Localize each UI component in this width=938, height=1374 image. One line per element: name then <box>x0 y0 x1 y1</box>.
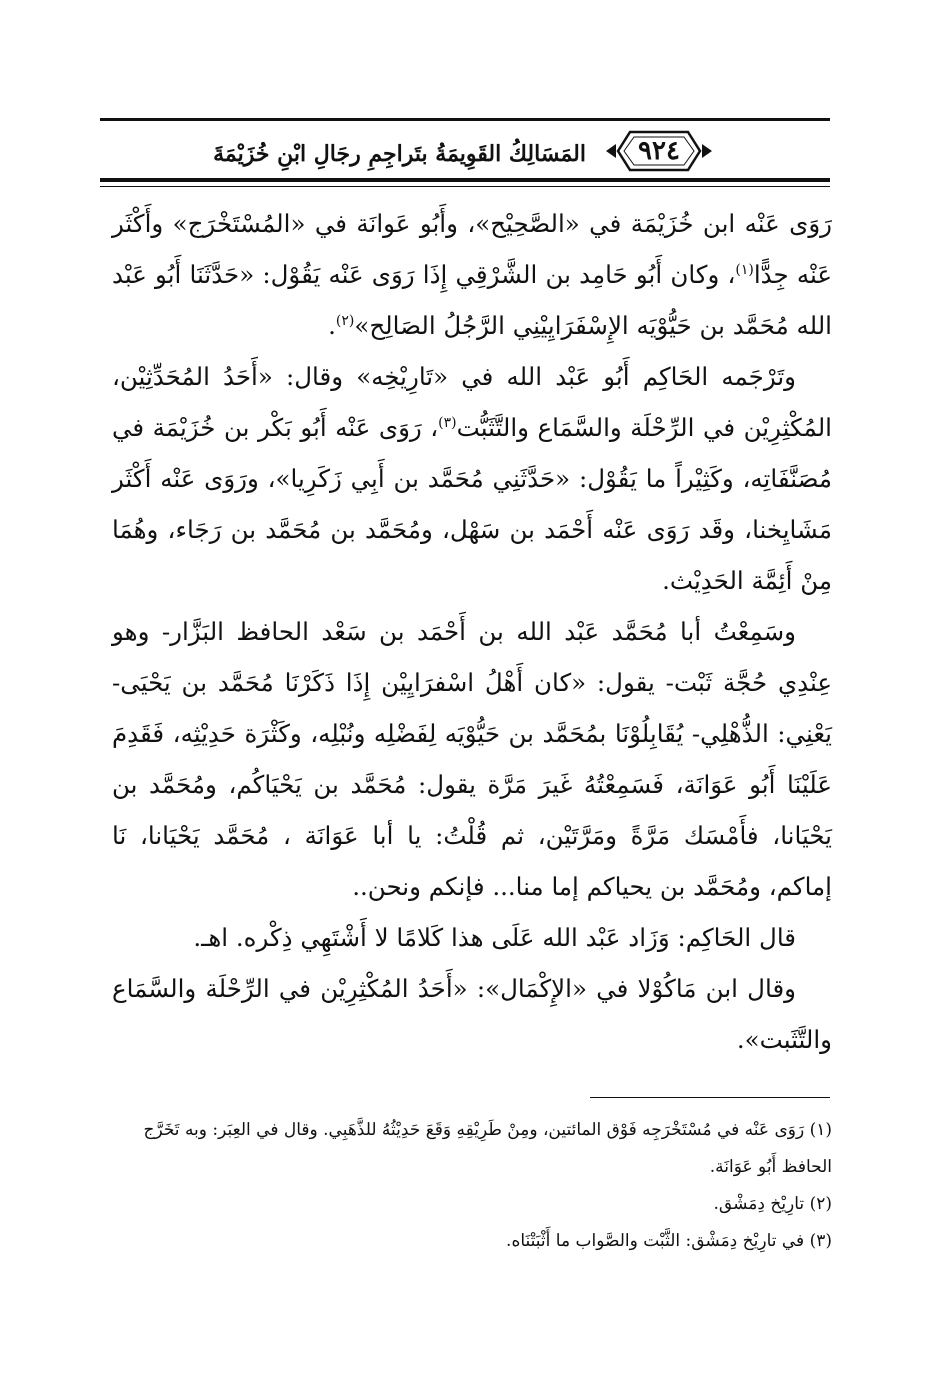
paragraph-3: وسَمِعْتُ أبا مُحَمَّد عَبْد الله بن أَحْمَد بن سَعْد الحافظ البَزَّار- وهو عِنْدِي حُجَّة ثَبْت- يقول: «كان أَهْلُ اسْفرَايِيْن إِذَا ذَكَرْنَا مُحَمَّد بن يَحْيَى- يَعْنِي: الذُّهْلِي- يُقَابِلُوْنَا بمُحَمَّد بن حَيُّوْيَه لِفَضْلِه ونُبْلِه، وكَثْرَة حَدِيْثِه، فَقَدِمَ عَلَيْنَا أَبُو عَوَانَة، فَسَمِعْتُهُ غَيرَ مَرَّة يقول: مُحَمَّد بن يَحْيَاكُم، ومُحَمَّد بن يَحْيَانا، فأَمْسَك مَرَّةً ومَرَّتَيْن، ثم قُلْتُ: يا أبا عَوَانَة ، مُحَمَّد يَحْيَانا، نَا إماكم، ومُحَمَّد بن يحياكم إما منا... فإنكم ونحن.. <box>112 617 832 901</box>
header-bottom-thin-rule <box>100 186 830 187</box>
paragraph-5: وقال ابن مَاكُوْلا في «الإِكْمَال»: «أَحَدُ المُكْثِرِيْن في الرِّحْلَة والسَّمَاع والتَّثَبت». <box>112 974 832 1054</box>
paragraph-1-text-b: ، وكان أَبُو حَامِد بن الشَّرْقِي إِذَا رَوَى عَنْه يَقُوْل: «حَدَّثَنَا أَبُو عَبْد الله مُحَمَّد بن حَيُّوْيَه الإِسْفَرَايِيْنِي الرَّجُلُ الصَالِح» <box>112 260 832 340</box>
footnote-3: (٣) في تارِيْخ دِمَشْق: الثَّبْت والصَّواب ما أَثْبَتْنَاه. <box>506 1231 832 1251</box>
paragraph-2-text-b: ، رَوَى عَنْه أَبُو بَكْر بن خُزَيْمَة في مُصَنَّفَاتِه، وكَثِيْراً ما يَقُوْل: «حَدَّثَنِي مُحَمَّد بن أَبِي زَكَرِيا»، ورَوَى عَنْه أَكْثَر مَشَايِخنا، وقَد رَوَى عَنْه أَحْمَد بن سَهْل، ومُحَمَّد بن مُحَمَّد بن رَجَاء، وهُمَا مِنْ أَئِمَّة الحَدِيْث. <box>112 413 832 595</box>
paragraph-4: قال الحَاكِم: وَزَاد عَبْد الله عَلَى هذا كَلامًا لا أَشْتَهِي ذِكْره. اهـ. <box>193 923 796 952</box>
header-bottom-rule <box>100 178 830 182</box>
book-title: المَسَالِكُ القَوِيمَةُ بتَراجِمِ رجَالِ ابْنِ خُزَيْمَةَ <box>213 141 586 167</box>
main-text <box>112 198 832 1065</box>
paragraph-1-end: . <box>328 311 336 340</box>
paragraph-2 <box>112 351 832 606</box>
paragraph-2-text: وتَرْجَمه الحَاكِم أَبُو عَبْد الله في «تَارِيْخِه» وقال: «أَحَدُ المُحَدِّثِيْن، المُكْثِرِيْن في الرِّحْلَة والسَّمَاع والتَّثَبُّت <box>112 362 832 442</box>
footnote-ref-3: (٣) <box>438 414 457 431</box>
footnote-ref-2: (٢) <box>335 312 355 329</box>
footnotes <box>108 1112 832 1260</box>
page-number: ٩٢٤ <box>638 136 680 166</box>
paragraph-1-text: رَوَى عَنْه ابن خُزَيْمَة في «الصَّحِيْح»، وأَبُو عَوانَة في «المُسْتَخْرَج» وأَكْثَر عَنْه جِدًّا <box>112 209 832 289</box>
footnote-2: (٢) تارِيْخ دِمَشْق. <box>713 1194 832 1214</box>
footnote-ref-1: (١) <box>735 261 754 278</box>
paragraph-1 <box>112 198 832 351</box>
page-number-badge <box>604 126 714 176</box>
footnote-1: (١) رَوَى عَنْه في مُسْتَخْرَجِه فَوْق المائتين، ومِنْ طَرِيْقِهِ وَقَعَ حَدِيْثُهُ للذَّهَبِي. وقال في العِبَر: وبه تَخَرَّج الحافظ أَبُو عَوَانَة. <box>143 1120 832 1177</box>
footnote-separator <box>590 1097 830 1098</box>
header-top-rule <box>100 118 830 121</box>
